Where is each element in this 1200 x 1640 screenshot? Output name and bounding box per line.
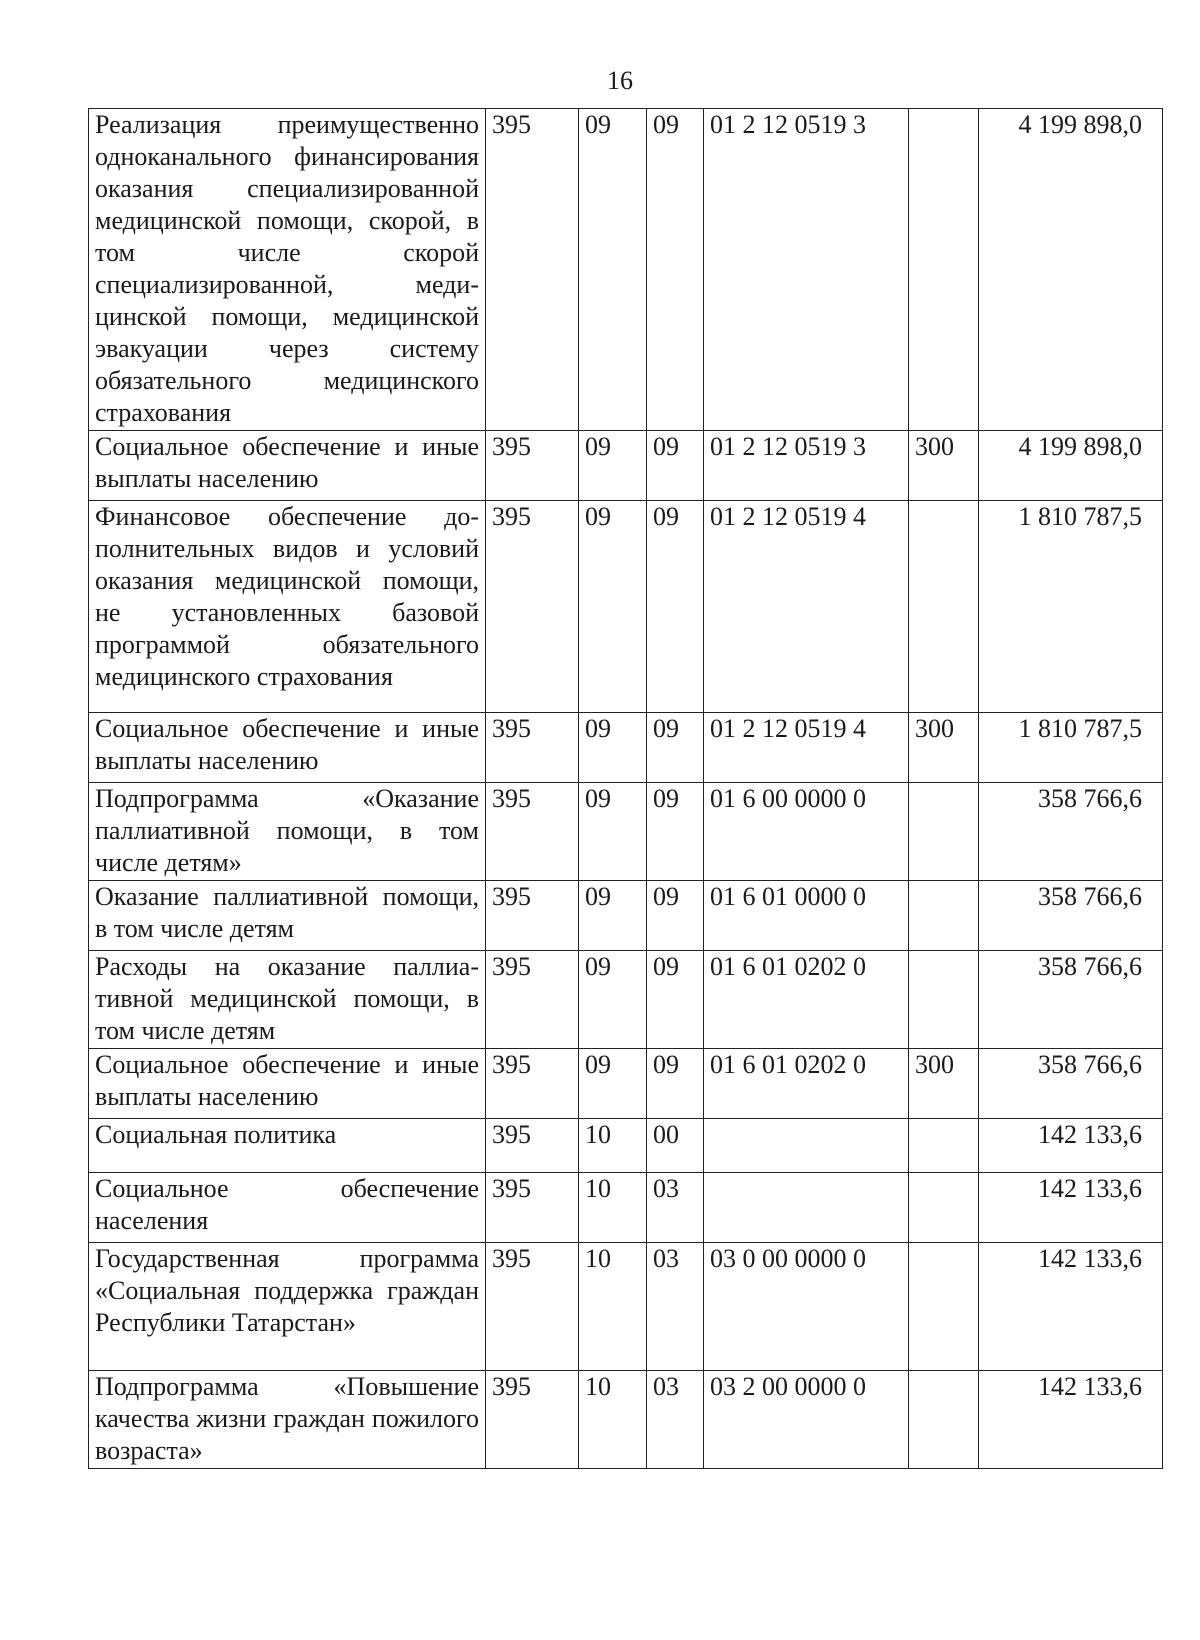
row-grbs: 395 (486, 1173, 579, 1243)
row-expense-type (909, 109, 979, 431)
row-name: Социальное обеспечение населения (89, 1173, 486, 1243)
row-target-article: 01 2 12 0519 4 (704, 713, 909, 783)
row-subsection: 09 (647, 713, 704, 783)
row-target-article: 01 2 12 0519 4 (704, 501, 909, 713)
row-expense-type: 300 (909, 1049, 979, 1119)
table-row (89, 1119, 1163, 1173)
row-subsection: 00 (647, 1119, 704, 1173)
row-subsection: 03 (647, 1173, 704, 1243)
table-row (89, 1243, 1163, 1371)
row-target-article: 01 6 01 0000 0 (704, 881, 909, 951)
table-row (89, 431, 1163, 501)
row-name: Социальное обеспечение и иные выплаты населению (89, 431, 486, 501)
row-expense-type (909, 951, 979, 1049)
row-name: Подпрограмма «Оказание паллиативной помощи, в том числе детям» (89, 783, 486, 881)
page-number: 16 (607, 66, 633, 95)
row-expense-type (909, 1173, 979, 1243)
row-subsection: 09 (647, 1049, 704, 1119)
row-target-article (704, 1173, 909, 1243)
row-grbs: 395 (486, 1371, 579, 1469)
row-amount: 358 766,6 (979, 881, 1163, 951)
table-row (89, 783, 1163, 881)
row-section: 10 (579, 1371, 647, 1469)
row-amount: 142 133,6 (979, 1243, 1163, 1371)
row-section: 10 (579, 1243, 647, 1371)
row-grbs: 395 (486, 1049, 579, 1119)
row-subsection: 09 (647, 109, 704, 431)
row-name: Оказание паллиативной помощи, в том числе детям (89, 881, 486, 951)
row-section: 10 (579, 1119, 647, 1173)
row-grbs: 395 (486, 1243, 579, 1371)
row-section: 09 (579, 881, 647, 951)
row-name: Социальное обеспечение и иные выплаты населению (89, 1049, 486, 1119)
row-target-article: 01 2 12 0519 3 (704, 431, 909, 501)
table-row (89, 109, 1163, 431)
row-section: 09 (579, 1049, 647, 1119)
row-amount: 1 810 787,5 (979, 501, 1163, 713)
row-grbs: 395 (486, 881, 579, 951)
row-name: Финансовое обеспечение дополнительных видов и условий оказания медицинской помощи, не установленных базовой программой обязательного медицинского страхования (89, 501, 486, 713)
row-amount: 142 133,6 (979, 1119, 1163, 1173)
row-name: Социальное обеспечение и иные выплаты населению (89, 713, 486, 783)
row-target-article: 01 2 12 0519 3 (704, 109, 909, 431)
table-row (89, 713, 1163, 783)
row-subsection: 09 (647, 881, 704, 951)
row-expense-type (909, 1119, 979, 1173)
row-subsection: 09 (647, 783, 704, 881)
row-expense-type: 300 (909, 713, 979, 783)
row-subsection: 03 (647, 1371, 704, 1469)
row-target-article: 01 6 01 0202 0 (704, 951, 909, 1049)
row-section: 09 (579, 501, 647, 713)
table-row (89, 1049, 1163, 1119)
row-grbs: 395 (486, 1119, 579, 1173)
row-amount: 4 199 898,0 (979, 431, 1163, 501)
row-name: Расходы на оказание паллиативной медицинской помощи, в том числе детям (89, 951, 486, 1049)
table-row (89, 881, 1163, 951)
row-target-article: 03 2 00 0000 0 (704, 1371, 909, 1469)
row-section: 09 (579, 109, 647, 431)
row-amount: 142 133,6 (979, 1173, 1163, 1243)
row-target-article: 01 6 00 0000 0 (704, 783, 909, 881)
row-grbs: 395 (486, 951, 579, 1049)
row-section: 09 (579, 783, 647, 881)
table-row (89, 501, 1163, 713)
row-target-article (704, 1119, 909, 1173)
row-subsection: 09 (647, 951, 704, 1049)
row-amount: 4 199 898,0 (979, 109, 1163, 431)
row-target-article: 03 0 00 0000 0 (704, 1243, 909, 1371)
row-grbs: 395 (486, 109, 579, 431)
row-subsection: 03 (647, 1243, 704, 1371)
row-amount: 358 766,6 (979, 951, 1163, 1049)
row-name: Социальная политика (89, 1119, 486, 1173)
row-expense-type (909, 1371, 979, 1469)
row-amount: 1 810 787,5 (979, 713, 1163, 783)
row-amount: 358 766,6 (979, 1049, 1163, 1119)
row-grbs: 395 (486, 783, 579, 881)
row-section: 09 (579, 713, 647, 783)
row-amount: 358 766,6 (979, 783, 1163, 881)
row-section: 09 (579, 951, 647, 1049)
table-row (89, 951, 1163, 1049)
table-row (89, 1173, 1163, 1243)
table-row (89, 1371, 1163, 1469)
row-grbs: 395 (486, 713, 579, 783)
row-target-article: 01 6 01 0202 0 (704, 1049, 909, 1119)
row-subsection: 09 (647, 501, 704, 713)
row-section: 10 (579, 1173, 647, 1243)
row-grbs: 395 (486, 501, 579, 713)
row-grbs: 395 (486, 431, 579, 501)
row-expense-type (909, 783, 979, 881)
row-amount: 142 133,6 (979, 1371, 1163, 1469)
row-expense-type (909, 501, 979, 713)
row-section: 09 (579, 431, 647, 501)
row-expense-type (909, 1243, 979, 1371)
budget-table (88, 108, 1163, 1469)
row-expense-type: 300 (909, 431, 979, 501)
row-subsection: 09 (647, 431, 704, 501)
row-name: Государственная программа «Социальная поддержка граждан Республики Татарстан» (89, 1243, 486, 1371)
row-name: Подпрограмма «Повышение качества жизни граждан пожилого возраста» (89, 1371, 486, 1469)
row-expense-type (909, 881, 979, 951)
row-name: Реализация преимущественно одноканального финансирования оказания специализированной медицинской помощи, скорой, в том числе скорой специализированной, медицинской помощи, медицинской эвакуации через систему обязательного медицинского страхования (89, 109, 486, 431)
